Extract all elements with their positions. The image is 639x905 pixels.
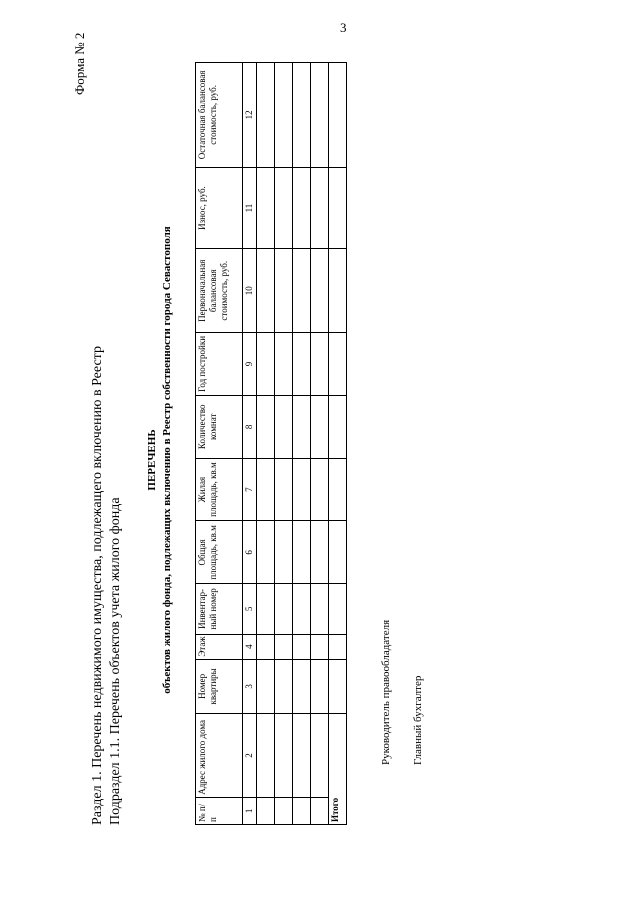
housing-register-table bbox=[195, 62, 347, 825]
table-cell bbox=[293, 584, 311, 634]
column-number: 10 bbox=[243, 249, 257, 333]
table-cell bbox=[329, 458, 347, 521]
table-row bbox=[311, 63, 329, 825]
table-cell bbox=[275, 333, 293, 396]
column-number: 3 bbox=[243, 659, 257, 713]
column-number: 1 bbox=[243, 797, 257, 824]
table-cell bbox=[275, 714, 293, 798]
form-label: Форма № 2 bbox=[72, 32, 87, 95]
table-cell bbox=[329, 521, 347, 584]
table-row bbox=[293, 63, 311, 825]
table-cell bbox=[293, 797, 311, 824]
table-cell bbox=[311, 167, 329, 249]
table-cell bbox=[329, 333, 347, 396]
total-row bbox=[329, 63, 347, 825]
table-cell bbox=[293, 659, 311, 713]
table-cell bbox=[293, 63, 311, 168]
table-cell bbox=[329, 659, 347, 713]
table-cell bbox=[257, 249, 275, 333]
table-cell bbox=[293, 634, 311, 659]
subsection-title: Подраздел 1.1. Перечень объектов учета жилого фонда bbox=[108, 497, 123, 825]
table-cell bbox=[311, 333, 329, 396]
table-cell bbox=[275, 63, 293, 168]
column-number: 12 bbox=[243, 63, 257, 168]
signature-accountant: Главный бухгалтер bbox=[412, 675, 424, 765]
table-row bbox=[257, 63, 275, 825]
table-cell bbox=[311, 659, 329, 713]
list-heading: ПЕРЕЧЕНЬ bbox=[146, 429, 158, 491]
table-cell bbox=[293, 167, 311, 249]
column-number: 9 bbox=[243, 333, 257, 396]
table-cell bbox=[293, 395, 311, 458]
table-cell bbox=[329, 63, 347, 168]
column-number: 8 bbox=[243, 395, 257, 458]
column-header: Износ, руб. bbox=[196, 167, 243, 249]
section-title: Раздел 1. Перечень недвижимого имущества, подлежащего включению в Реестр bbox=[90, 346, 105, 825]
table-cell bbox=[311, 63, 329, 168]
table-row bbox=[275, 63, 293, 825]
table-cell bbox=[275, 634, 293, 659]
table-cell bbox=[311, 395, 329, 458]
column-header: Количество комнат bbox=[196, 395, 243, 458]
table-cell bbox=[293, 458, 311, 521]
list-subheading: объектов жилого фонда, подлежащих включению в Реестр собственности города Севастополя bbox=[161, 226, 173, 694]
column-number: 4 bbox=[243, 634, 257, 659]
rotated-form-sheet bbox=[50, 32, 570, 885]
page-number: 3 bbox=[340, 20, 347, 35]
table-cell bbox=[311, 714, 329, 798]
column-number: 2 bbox=[243, 714, 257, 798]
table-cell bbox=[293, 249, 311, 333]
column-header: Остаточная балансовая стоимость, руб. bbox=[196, 63, 243, 168]
table-cell bbox=[257, 714, 275, 798]
column-header: Номер квартиры bbox=[196, 659, 243, 713]
column-header: № п/п bbox=[196, 797, 243, 824]
table-cell bbox=[257, 521, 275, 584]
table-cell bbox=[329, 395, 347, 458]
table-cell bbox=[257, 63, 275, 168]
table-cell bbox=[293, 714, 311, 798]
table-cell bbox=[257, 458, 275, 521]
table-cell bbox=[293, 521, 311, 584]
column-header: Инвентар-ный номер bbox=[196, 584, 243, 634]
table-cell bbox=[329, 634, 347, 659]
table-cell bbox=[257, 634, 275, 659]
table-cell bbox=[257, 395, 275, 458]
table-cell bbox=[257, 333, 275, 396]
table-cell bbox=[311, 797, 329, 824]
column-header: Общая площадь, кв.м bbox=[196, 521, 243, 584]
signature-head: Руководитель правообладателя bbox=[380, 619, 392, 765]
table-cell bbox=[311, 249, 329, 333]
column-number: 11 bbox=[243, 167, 257, 249]
table-cell bbox=[275, 659, 293, 713]
table-cell bbox=[275, 167, 293, 249]
table-cell bbox=[311, 521, 329, 584]
table-cell bbox=[257, 797, 275, 824]
table-cell bbox=[329, 584, 347, 634]
table-cell bbox=[275, 584, 293, 634]
table-cell bbox=[275, 395, 293, 458]
table-cell bbox=[275, 797, 293, 824]
column-number-row bbox=[243, 63, 257, 825]
table-cell bbox=[257, 167, 275, 249]
table-cell bbox=[311, 634, 329, 659]
table-cell bbox=[293, 333, 311, 396]
column-number: 7 bbox=[243, 458, 257, 521]
table-cell bbox=[311, 458, 329, 521]
header-row bbox=[196, 63, 243, 825]
column-number: 5 bbox=[243, 584, 257, 634]
table-cell bbox=[257, 584, 275, 634]
table-cell bbox=[257, 659, 275, 713]
column-header: Жилая площадь, кв.м bbox=[196, 458, 243, 521]
table-cell bbox=[329, 167, 347, 249]
table-cell bbox=[275, 249, 293, 333]
table-cell bbox=[275, 458, 293, 521]
total-label: Итого bbox=[329, 714, 347, 825]
column-header: Этаж bbox=[196, 634, 243, 659]
column-header: Первоначальная балансовая стоимость, руб. bbox=[196, 249, 243, 333]
column-header: Адрес жилого дома bbox=[196, 714, 243, 798]
table-cell bbox=[311, 584, 329, 634]
table-cell bbox=[329, 249, 347, 333]
table-cell bbox=[275, 521, 293, 584]
column-number: 6 bbox=[243, 521, 257, 584]
column-header: Год постройки bbox=[196, 333, 243, 396]
